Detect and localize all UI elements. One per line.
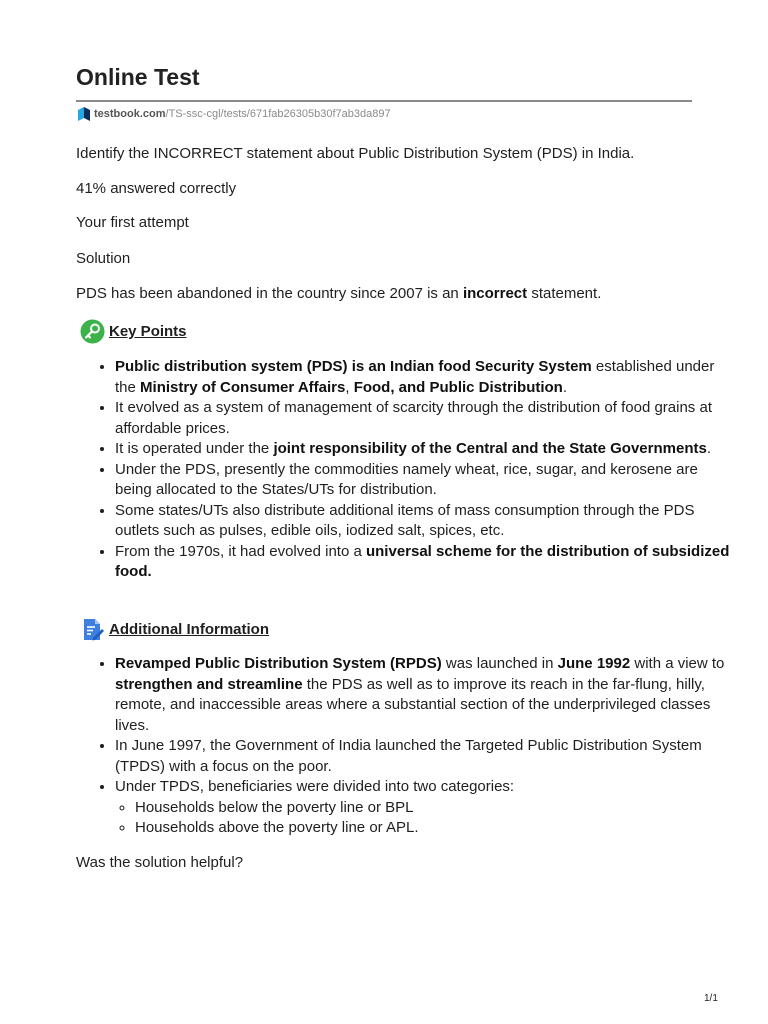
- list-item: • Public distribution system (PDS) is an Indian food Security System established under the Ministry of Consumer Affairs, Food, and Public Distribution.: [115, 357, 735, 398]
- source-url[interactable]: [78, 107, 391, 121]
- feedback-prompt: Was the solution helpful?: [76, 854, 244, 871]
- list-item: • It is operated under the joint responsibility of the Central and the State Governments.: [115, 439, 735, 460]
- question-text: Identify the INCORRECT statement about Public Distribution System (PDS) in India.: [76, 145, 635, 162]
- page-number: 1/1: [704, 993, 718, 1004]
- solution-text: PDS has been abandoned in the country since 2007 is an incorrect statement.: [76, 285, 602, 302]
- attempt-status: Your first attempt: [76, 214, 189, 231]
- additional-info-title: Additional Information: [109, 621, 269, 638]
- key-points-title: Key Points: [109, 323, 187, 340]
- testbook-logo-icon: [78, 107, 90, 121]
- url-domain[interactable]: testbook.com: [94, 108, 166, 120]
- page-title: Online Test: [76, 64, 200, 90]
- list-item: • Under TPDS, beneficiaries were divided into two categories: ◦ Households below the poverty line or BPL ◦ Households above the poverty line or APL.: [115, 777, 735, 839]
- solution-label: Solution: [76, 250, 131, 267]
- list-item: • Under the PDS, presently the commodities namely wheat, rice, sugar, and kerosene are being allocated to the States/UTs for distribution.: [115, 460, 735, 501]
- sub-list-item: ◦ Households below the poverty line or BPL: [135, 798, 735, 819]
- list-item: • From the 1970s, it had evolved into a universal scheme for the distribution of subsidized food.: [115, 542, 735, 583]
- list-item: • Some states/UTs also distribute additional items of mass consumption through the PDS outlets such as pulses, edible oils, iodized salt, spices, etc.: [115, 501, 735, 542]
- list-item: • It evolved as a system of management of scarcity through the distribution of food grains at affordable prices.: [115, 398, 735, 439]
- title-divider: [76, 100, 692, 102]
- additional-info-list: [76, 654, 735, 839]
- additional-info-heading: [80, 617, 269, 642]
- key-icon: [80, 319, 105, 344]
- list-item: • Revamped Public Distribution System (RPDS) was launched in June 1992 with a view to strengthen and streamline the PDS as well as to improve its reach in the far-flung, hilly, remote, and inaccessible areas where a substantial section of the underprivileged classes lives.: [115, 654, 735, 736]
- answer-stats: 41% answered correctly: [76, 180, 237, 197]
- key-points-heading: [80, 319, 187, 344]
- document-edit-icon: [80, 617, 105, 642]
- sub-list-item: ◦ Households above the poverty line or APL.: [135, 818, 735, 839]
- category-sublist: [115, 798, 735, 839]
- list-item: • In June 1997, the Government of India launched the Targeted Public Distribution System (TPDS) with a focus on the poor.: [115, 736, 735, 777]
- url-path[interactable]: /TS-ssc-cgl/tests/671fab26305b30f7ab3da897: [165, 108, 391, 120]
- key-points-list: [76, 357, 735, 583]
